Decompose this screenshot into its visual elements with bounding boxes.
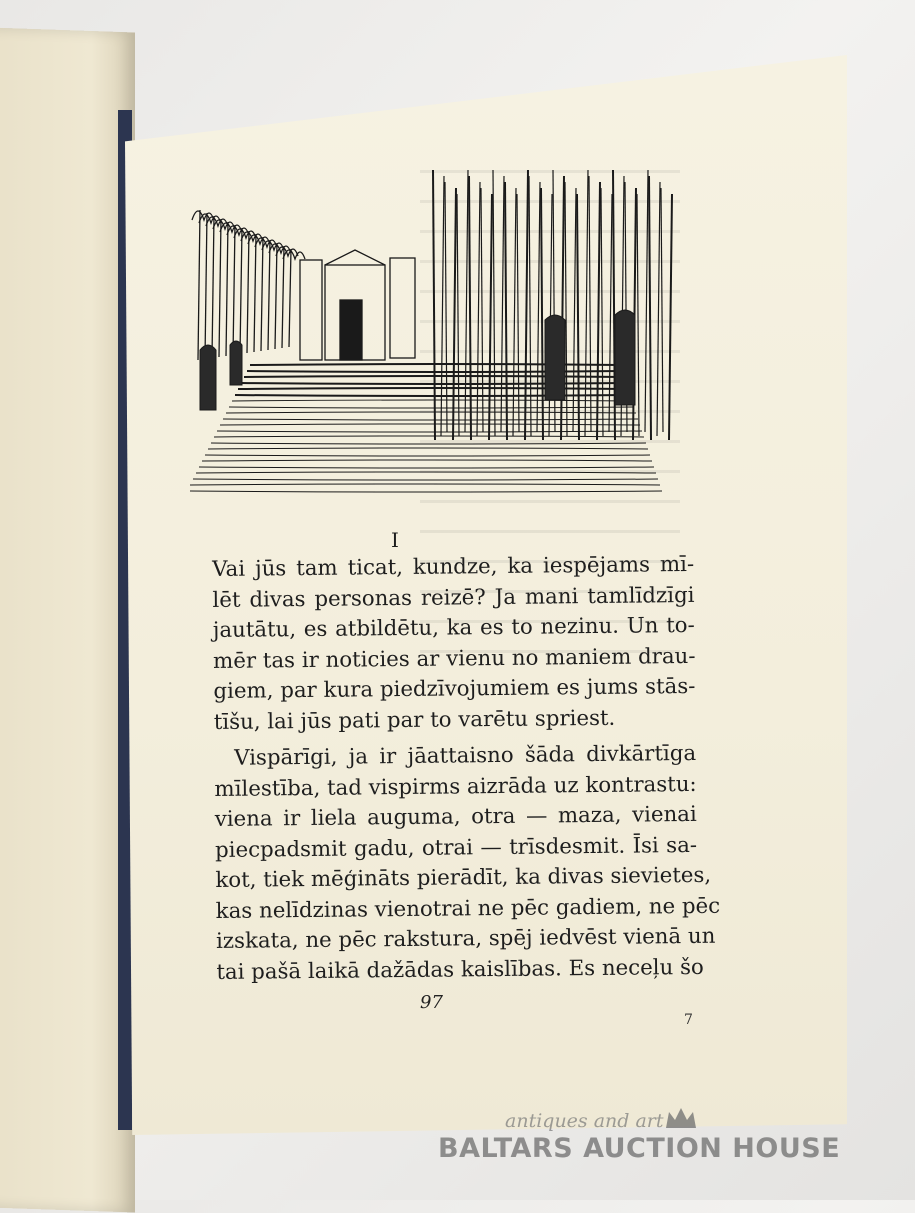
text-line: giem, par kura piedzīvojumiem es jums stās- bbox=[213, 673, 696, 704]
left-page bbox=[0, 27, 135, 1212]
crown-icon bbox=[663, 1104, 699, 1132]
text-line: Vai jūs tam ticat, kundze, ka iespējams mī- bbox=[212, 551, 695, 582]
text-line: tīšu, lai jūs pati par to varētu spriest. bbox=[213, 705, 616, 735]
body-text bbox=[212, 550, 721, 988]
park-alley-illustration bbox=[190, 150, 675, 495]
text-line: jautātu, es atbildētu, ka es to nezinu. Un to- bbox=[212, 612, 695, 643]
text-line: Vispārīgi, ja ir jāattaisno šāda divkārtīga bbox=[233, 740, 697, 771]
text-line: mīlestība, tad vispirms aizrāda uz kontrastu: bbox=[214, 771, 697, 802]
text-line: tai pašā laikā dažādas kaislības. Es neceļu šo bbox=[216, 954, 704, 985]
text-line: piecpadsmit gadu, otrai — trīsdesmit. Īsi sa- bbox=[214, 832, 698, 863]
text-line: izskata, ne pēc rakstura, spēj iedvēst vienā un bbox=[215, 923, 716, 954]
text-line: kot, tiek mēģināts pierādīt, ka divas sievietes, bbox=[215, 862, 712, 893]
text-line: mēr tas ir noticies ar vienu no maniem drau- bbox=[212, 643, 696, 674]
chapter-number: I bbox=[391, 528, 399, 552]
text-line: kas nelīdzinas vienotrai ne pēc gadiem, ne pēc bbox=[215, 893, 721, 924]
watermark-name: BALTARS AUCTION HOUSE bbox=[438, 1133, 841, 1164]
text-line: viena ir liela auguma, otra — maza, vienai bbox=[214, 801, 697, 832]
signature-number: 7 bbox=[684, 1012, 693, 1028]
page-number: 97 bbox=[420, 992, 443, 1013]
text-line: lēt divas personas reizē? Ja mani tamlīdzīgi bbox=[212, 582, 695, 613]
watermark-tagline: antiques and art bbox=[505, 1110, 664, 1132]
